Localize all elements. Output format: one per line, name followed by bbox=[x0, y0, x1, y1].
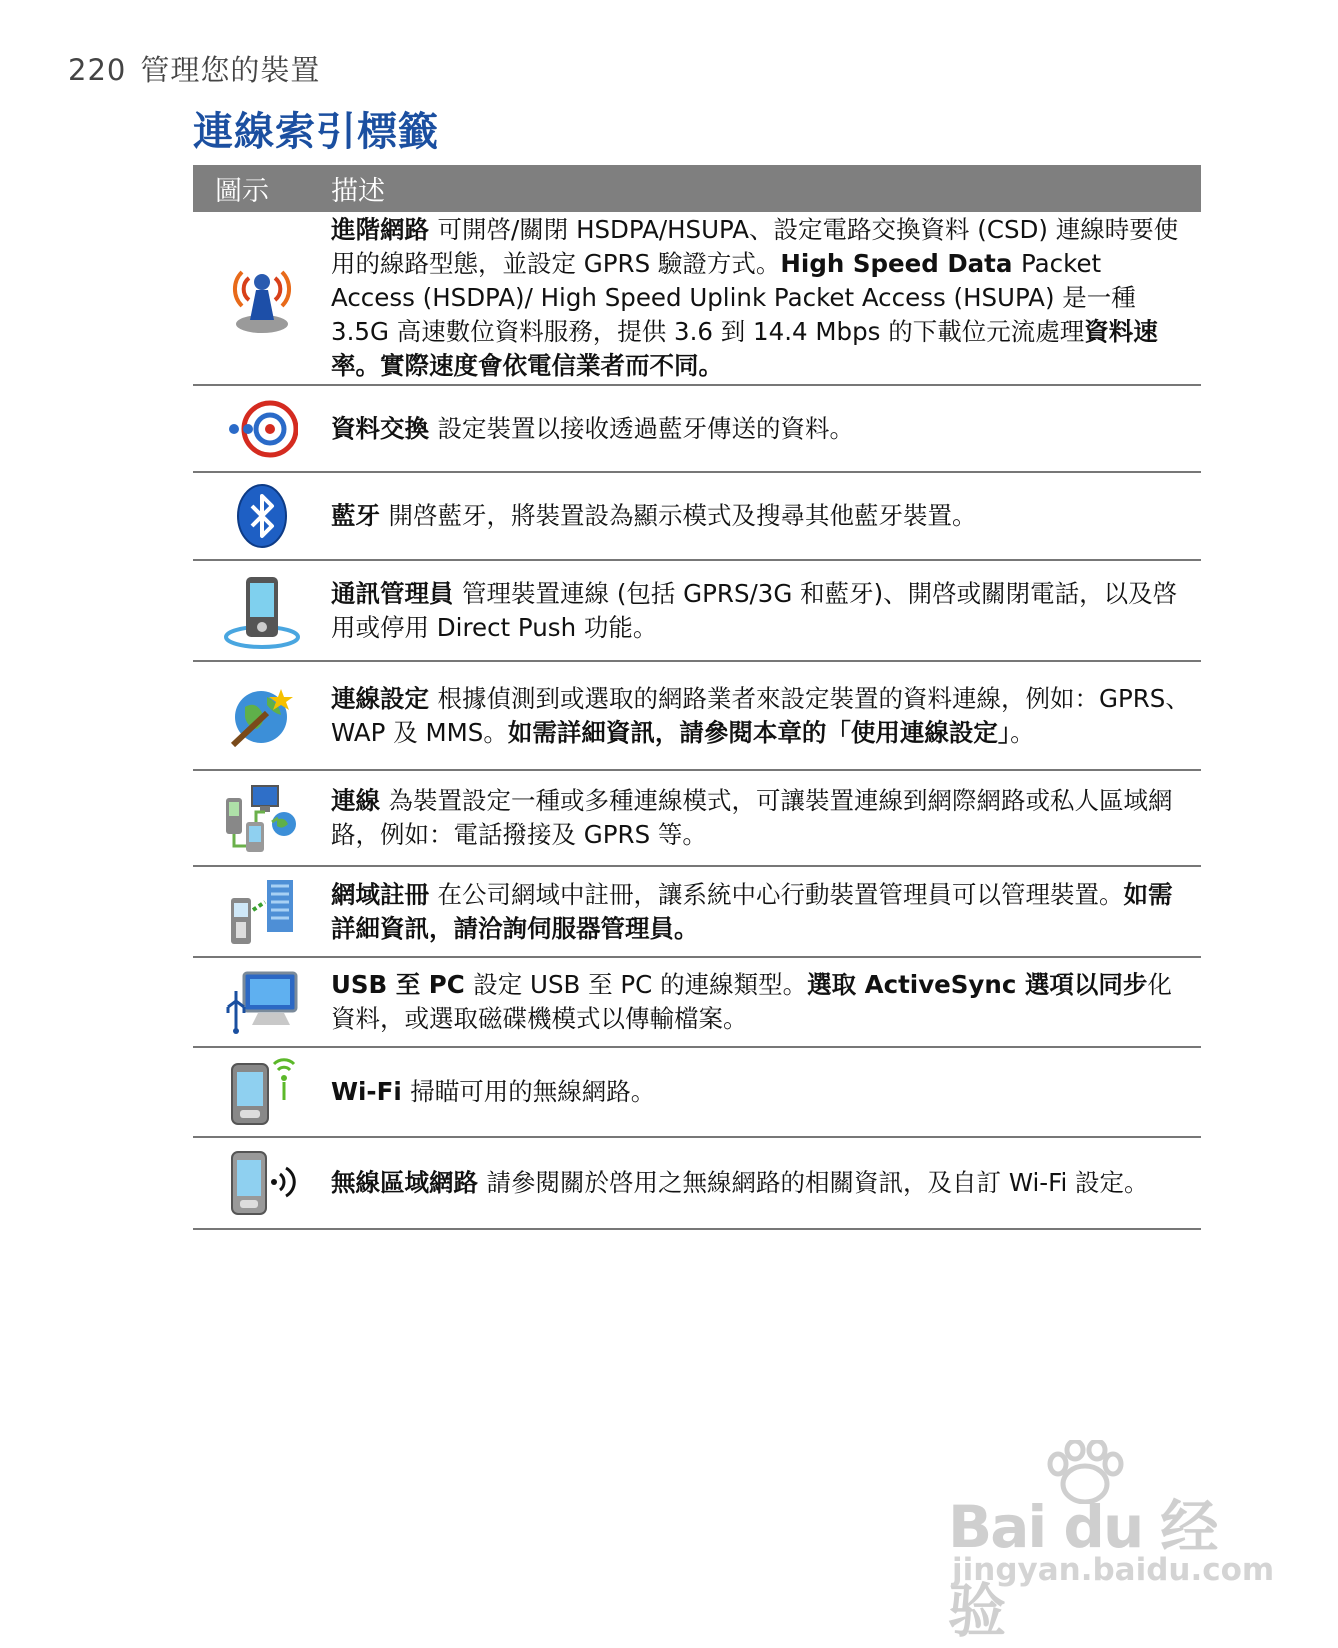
usb-to-pc-icon bbox=[193, 967, 331, 1037]
desc-part: 設定 USB 至 PC 的連線類型。 bbox=[473, 970, 808, 999]
table-row bbox=[193, 473, 1201, 561]
table-header bbox=[193, 165, 1201, 212]
desc-part: 管理裝置連線 (包括 GPRS/3G 和藍牙)、開啓或關閉電話，以及啓用或停用 Direct Push 功能。 bbox=[331, 578, 1178, 642]
col-icon-header: 圖示 bbox=[215, 176, 269, 207]
desc-part: 請參閱關於啓用之無線網路的相關資訊，及自訂 Wi-Fi 設定。 bbox=[486, 1168, 1149, 1197]
row-description bbox=[331, 412, 1201, 446]
table-row bbox=[193, 561, 1201, 662]
table-row bbox=[193, 771, 1201, 867]
row-description bbox=[331, 784, 1201, 852]
watermark-url: jingyan.baidu.com bbox=[952, 1552, 1275, 1588]
desc-part: Wi-Fi bbox=[331, 1077, 411, 1106]
domain-enroll-icon bbox=[193, 876, 331, 948]
desc-part: 可開啓/關閉 HSDPA/HSUPA、設定電路交換資料 (CSD) 連線時要使用的線路型態，並設定 GPRS 驗證方式。 bbox=[331, 215, 1179, 278]
watermark-logo: Bai du 经验 bbox=[948, 1493, 1217, 1645]
row-description bbox=[331, 1166, 1201, 1200]
row-description bbox=[331, 968, 1201, 1036]
page-header bbox=[68, 48, 320, 89]
table-row bbox=[193, 867, 1201, 958]
wireless-lan-icon bbox=[193, 1148, 331, 1218]
row-description bbox=[331, 682, 1201, 750]
desc-part: 資料速率。實際速度會依電信業者而不同。 bbox=[331, 317, 1158, 380]
desc-part: 如需詳細資訊，請洽詢伺服器管理員。 bbox=[331, 879, 1173, 943]
page-number: 220 bbox=[68, 53, 127, 87]
desc-part: 無線區域網路 bbox=[331, 1168, 487, 1197]
table-row bbox=[193, 1138, 1201, 1230]
row-description bbox=[331, 499, 1201, 533]
desc-part: 連線 bbox=[331, 786, 389, 815]
connections-icon bbox=[193, 782, 331, 854]
desc-part: 進階網路 bbox=[331, 215, 438, 244]
desc-part: 設定裝置以接收透過藍牙傳送的資料。 bbox=[437, 413, 855, 443]
row-description bbox=[331, 1075, 1201, 1109]
table-row bbox=[193, 662, 1201, 771]
desc-part: 。 bbox=[1010, 717, 1035, 747]
desc-part: 掃瞄可用的無線網路。 bbox=[410, 1077, 656, 1106]
desc-part: 藍牙 bbox=[331, 501, 389, 530]
desc-part: 根據偵測到或選取的網路業者來設定裝置的資料連線，例如：GPRS、WAP 及 MMS。 bbox=[331, 683, 1190, 747]
connections-table bbox=[193, 165, 1201, 1230]
comm-manager-icon bbox=[193, 571, 331, 651]
baidu-watermark bbox=[948, 1440, 1275, 1645]
desc-part: 資料交換 bbox=[331, 413, 438, 443]
wifi-icon bbox=[193, 1056, 331, 1128]
desc-part: USB 至 PC bbox=[331, 970, 474, 999]
connection-setup-icon bbox=[193, 683, 331, 749]
table-row bbox=[193, 958, 1201, 1048]
desc-part: 開啓藍牙，將裝置設為顯示模式及搜尋其他藍牙裝置。 bbox=[388, 501, 977, 530]
section-title: 連線索引標籤 bbox=[193, 109, 439, 155]
table-row bbox=[193, 1048, 1201, 1138]
desc-part: 如需詳細資訊，請參閱本章的「使用連線設定」 bbox=[507, 717, 1011, 747]
desc-part: High Speed Data bbox=[780, 249, 1021, 278]
desc-part: 連線設定 bbox=[331, 683, 438, 713]
bluetooth-icon bbox=[193, 484, 331, 548]
row-description bbox=[331, 878, 1201, 946]
table-row bbox=[193, 386, 1201, 473]
desc-part: 在公司網域中註冊，讓系統中心行動裝置管理員可以管理裝置。 bbox=[437, 879, 1124, 909]
row-description bbox=[331, 577, 1201, 645]
desc-part: 為裝置設定一種或多種連線模式，可讓裝置連線到網際網路或私人區域網路，例如：電話撥接及 GPRS 等。 bbox=[331, 786, 1173, 849]
desc-part: Packet Access (HSDPA)/ High Speed Uplink Packet Access (HSUPA) 是一種 3.5G 高速數位資料服務，提供 3.6 到 14.4 Mbps 的下載位元流處理 bbox=[331, 249, 1136, 346]
desc-part: 化資料，或選取磁碟機模式以傳輸檔案。 bbox=[331, 970, 1172, 1033]
advanced-network-icon bbox=[193, 260, 331, 336]
chapter-title: 管理您的裝置 bbox=[140, 53, 321, 87]
desc-part: 通訊管理員 bbox=[331, 578, 463, 608]
desc-part: 網域註冊 bbox=[331, 879, 438, 909]
col-desc-header: 描述 bbox=[331, 176, 385, 207]
desc-part: 選取 ActiveSync 選項以同步 bbox=[807, 970, 1148, 999]
row-description bbox=[331, 213, 1201, 383]
table-row bbox=[193, 212, 1201, 386]
beam-icon bbox=[193, 399, 331, 459]
